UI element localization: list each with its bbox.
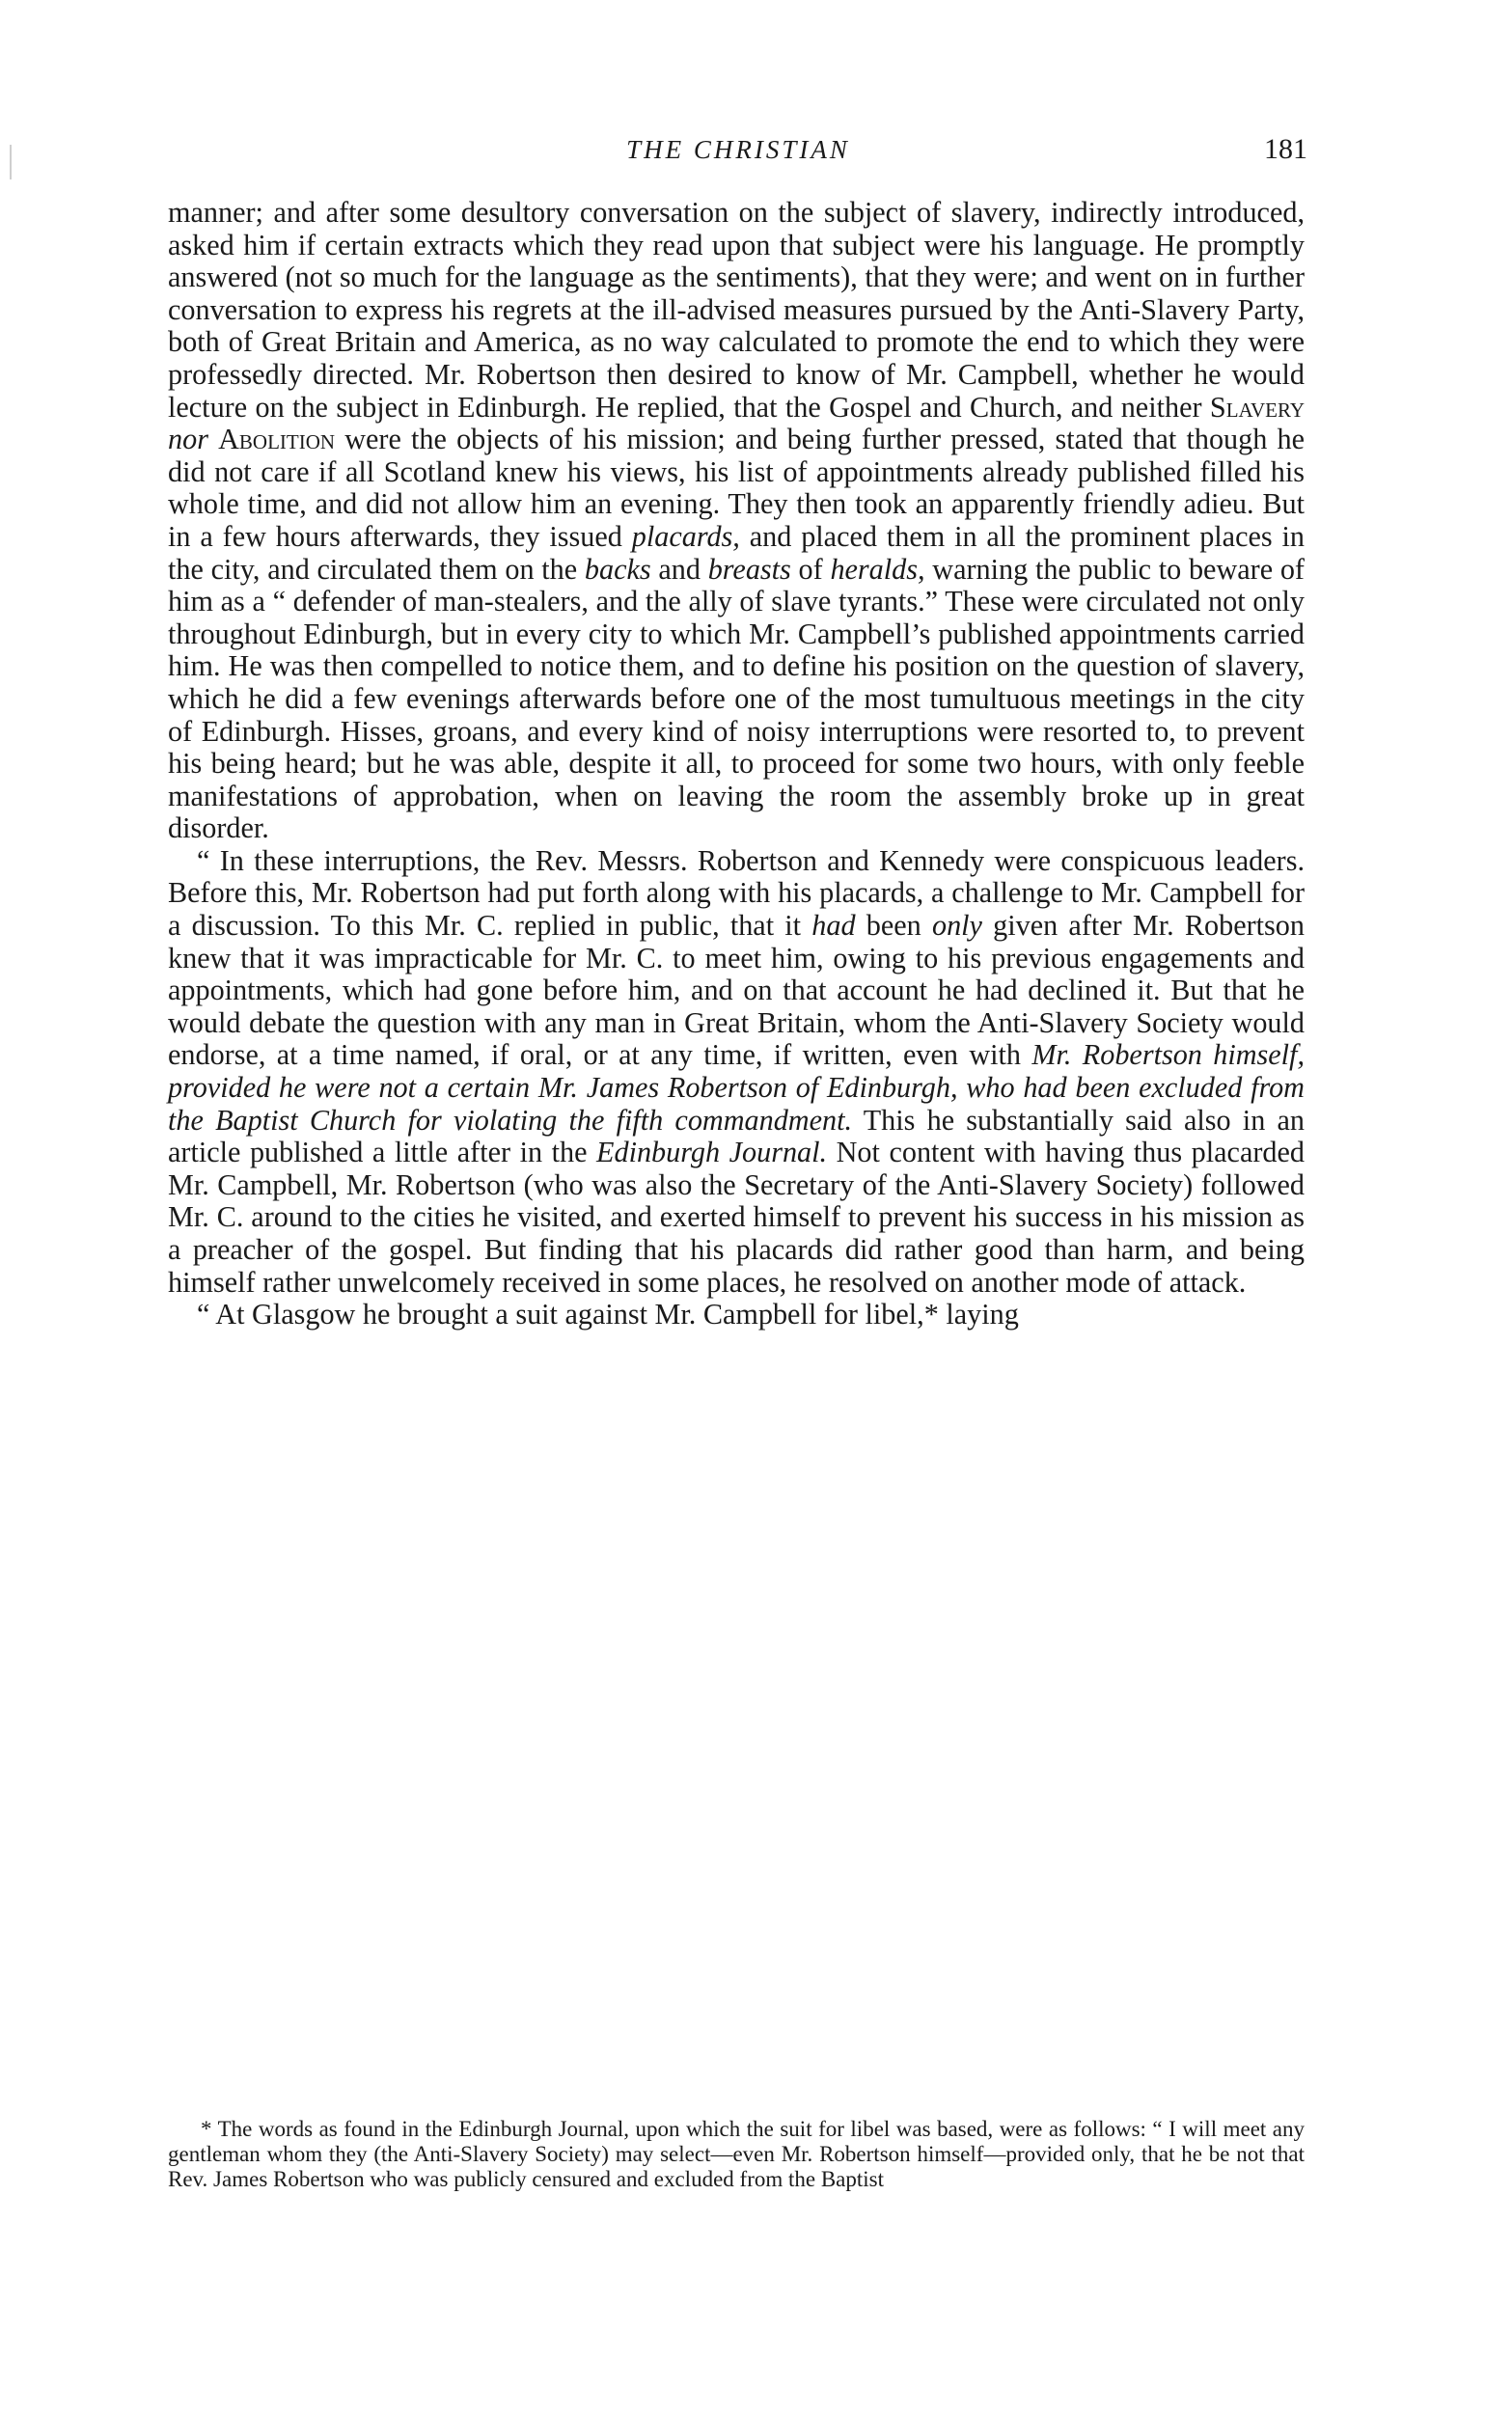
page-number: 181	[1264, 133, 1307, 165]
smallcaps-text: Slavery	[1209, 390, 1305, 424]
scan-edge-mark	[10, 145, 12, 179]
page-header	[169, 133, 1307, 181]
text-run: of	[790, 552, 831, 586]
text-run: “ In these interruptions, the Rev. Messrs. Robertson and Kennedy were conspicuous leaders. Before this, Mr. Robertson had put forth along with his placards, a challenge to Mr. Campbell for a discussion. To this Mr. C. replied in public, that it	[168, 843, 1305, 943]
italic-text: only	[931, 909, 982, 943]
smallcaps-text: Abolition	[218, 423, 336, 456]
italic-text: heralds,	[830, 552, 925, 586]
italic-text: backs	[584, 552, 651, 586]
paragraph	[168, 845, 1305, 1299]
text-run	[208, 423, 218, 455]
body-text	[168, 197, 1305, 1331]
running-head: THE CHRISTIAN	[626, 135, 850, 164]
text-run: been	[855, 909, 932, 943]
text-run: warning the public to beware of him as a “ defender of man-stealers, and the ally of slave tyrants.” These were circulated not only throughout Edinburgh, but in every city to which Mr. Campbell’s published appointments carried him. He was then compelled to notice them, and to define his position on the question of slavery, which he did a few evenings afterwards before one of the most tumultuous meetings in the city of Edinburgh. Hisses, groans, and every kind of noisy interruptions were resorted to, to prevent his being heard; but he was able, despite it all, to proceed for some two hours, with only feeble manifestations of approbation, when on leaving the room the assembly broke up in great disorder.	[168, 552, 1305, 845]
text-run: “ At Glasgow he brought a suit against Mr. Campbell for libel,* laying	[197, 1298, 1019, 1331]
text-run: and	[650, 552, 708, 586]
text-run: Not content with having thus placarded Mr. Campbell, Mr. Robertson (who was also the Secretary of the Anti-Slavery Society) followed Mr. C. around to the cities he visited, and exerted himself to prevent his success in his mission as a preacher of the gospel. But finding that his placards did rather good than harm, and being himself rather unwelcomely received in some places, he resolved on another mode of attack.	[168, 1136, 1305, 1299]
italic-text: had	[811, 909, 856, 943]
paragraph	[168, 197, 1305, 845]
footnote: * The words as found in the Edinburgh Journal, upon which the suit for libel was based, were as follows: “ I will meet any gentleman whom they (the Anti-Slavery Society) may select—even Mr. Robertson himself—provided only, that he be not that Rev. James Robertson who was publicly censured and excluded from the Baptist	[168, 2117, 1305, 2191]
footnotes	[168, 2117, 1305, 2192]
italic-text: Mr. Robertson himself, provided he were not a certain Mr. James Robertson of Edinburgh, who had been excluded from the Baptist Church for violating the fifth commandment.	[168, 1038, 1305, 1137]
italic-text: Edinburgh Journal.	[596, 1136, 828, 1169]
italic-text: placards,	[631, 519, 740, 553]
text-run: given after Mr. Robertson knew that it was impracticable for Mr. C. to meet him, owing to his previous engagements and appointments, which had gone before him, and on that account he had declined it. But that he would debate the question with any man in Great Britain, whom the Anti-Slavery Society would endorse, at a time named, if oral, or at any time, if written, even with	[168, 909, 1305, 1072]
italic-text: nor	[168, 423, 208, 456]
text-run: manner; and after some desultory conversation on the subject of slavery, indirectly introduced, asked him if certain extracts which they read upon that subject were his language. He promptly answered (not so much for the language as the sentiments), that they were; and went on in further conversation to express his regrets at the ill-advised measures pursued by the Anti-Slavery Party, both of Great Britain and America, as no way calculated to promote the end to which they were professedly directed. Mr. Robertson then desired to know of Mr. Campbell, whether he would lecture on the subject in Edinburgh. He replied, that the Gospel and Church, and neither	[168, 196, 1305, 424]
paragraph	[168, 1299, 1305, 1331]
text-run: were the objects of his mission; and being further pressed, stated that though he did not care if all Scotland knew his views, his list of appointments already published filled his whole time, and did not allow him an evening. They then took an apparently friendly adieu. But in a few hours afterwards, they issued	[168, 423, 1305, 553]
italic-text: breasts	[707, 552, 791, 586]
text-run: and placed them in all the prominent places in the city, and circulated them on the	[168, 519, 1305, 586]
text-run: This he substantially said also in an article published a little after in the	[168, 1103, 1306, 1169]
